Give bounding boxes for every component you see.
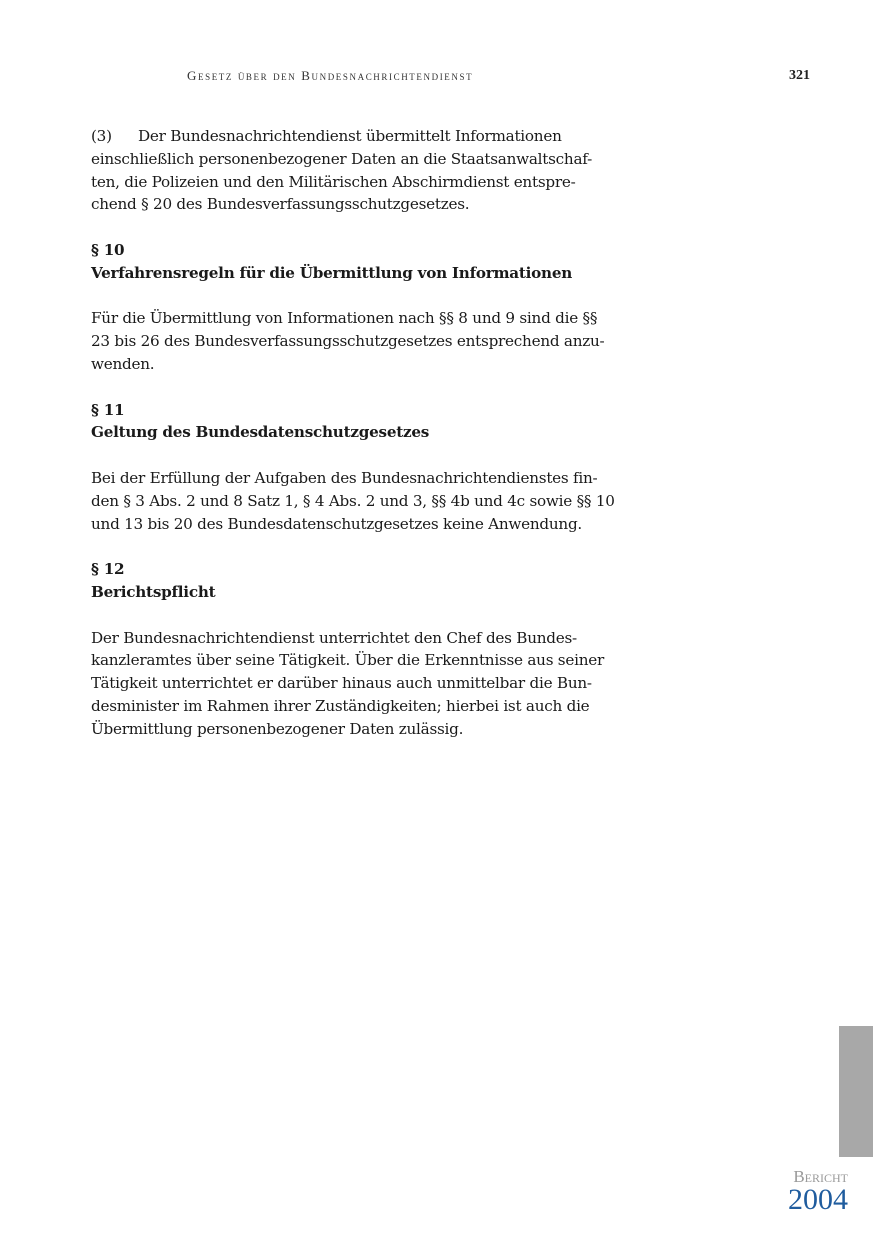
paragraph-line: einschließlich personenbezogener Daten an die Staatsanwaltschaf- xyxy=(91,149,592,168)
running-title: Gesetz über den Bundesnachrichtendienst xyxy=(187,68,474,83)
section-body-12 xyxy=(91,627,651,741)
paragraph-line: den § 3 Abs. 2 und 8 Satz 1, § 4 Abs. 2 und 3, §§ 4b und 4c sowie §§ 10 xyxy=(91,491,615,510)
section-body-10 xyxy=(91,307,651,375)
section-title: Berichtspflicht xyxy=(91,582,216,601)
paragraph-line: Für die Übermittlung von Informationen nach §§ 8 und 9 sind die §§ xyxy=(91,309,598,328)
section-title: Geltung des Bundesdatenschutzgesetzes xyxy=(91,423,430,442)
paragraph-3 xyxy=(91,125,651,216)
paragraph-line: Übermittlung personenbezogener Daten zulässig. xyxy=(91,719,464,738)
paragraph-line: kanzleramtes über seine Tätigkeit. Über die Erkenntnisse aus seiner xyxy=(91,651,604,670)
section-title: Verfahrensregeln für die Übermittlung von Informationen xyxy=(91,263,573,282)
paragraph-line: ten, die Polizeien und den Militärischen Abschirmdienst entspre- xyxy=(91,172,576,191)
logo-word: Bericht xyxy=(793,1167,848,1186)
paragraph-line: Bei der Erfüllung der Aufgaben des Bundesnachrichtendienstes fin- xyxy=(91,468,598,487)
paragraph-number: (3) xyxy=(91,127,112,145)
section-number: § 12 xyxy=(91,560,125,579)
section-heading-12 xyxy=(91,558,651,604)
paragraph-line: Der Bundesnachrichtendienst unterrichtet den Chef des Bundes- xyxy=(91,628,577,647)
paragraph-line: wenden. xyxy=(91,354,155,373)
paragraph-line: und 13 bis 20 des Bundesdatenschutzgesetzes keine Anwendung. xyxy=(91,514,583,533)
report-logo xyxy=(776,1168,848,1214)
document-body xyxy=(91,125,651,741)
section-number: § 10 xyxy=(91,240,125,259)
chapter-tab-marker xyxy=(839,1026,873,1157)
paragraph-line: Tätigkeit unterrichtet er darüber hinaus auch unmittelbar die Bun- xyxy=(91,674,592,693)
section-body-11 xyxy=(91,467,651,535)
section-heading-10 xyxy=(91,239,651,285)
running-header xyxy=(0,68,877,88)
section-number: § 11 xyxy=(91,400,125,419)
paragraph-line: 23 bis 26 des Bundesverfassungsschutzgesetzes entsprechend anzu- xyxy=(91,332,605,351)
page-number: 321 xyxy=(789,68,810,83)
paragraph-line xyxy=(91,125,651,148)
paragraph-text: Der Bundesnachrichtendienst übermittelt Informationen xyxy=(138,127,562,145)
paragraph-line: desminister im Rahmen ihrer Zuständigkeiten; hierbei ist auch die xyxy=(91,696,590,715)
section-heading-11 xyxy=(91,399,651,445)
paragraph-line: chend § 20 des Bundesverfassungsschutzgesetzes. xyxy=(91,195,470,214)
logo-year: 2004 xyxy=(788,1183,848,1216)
